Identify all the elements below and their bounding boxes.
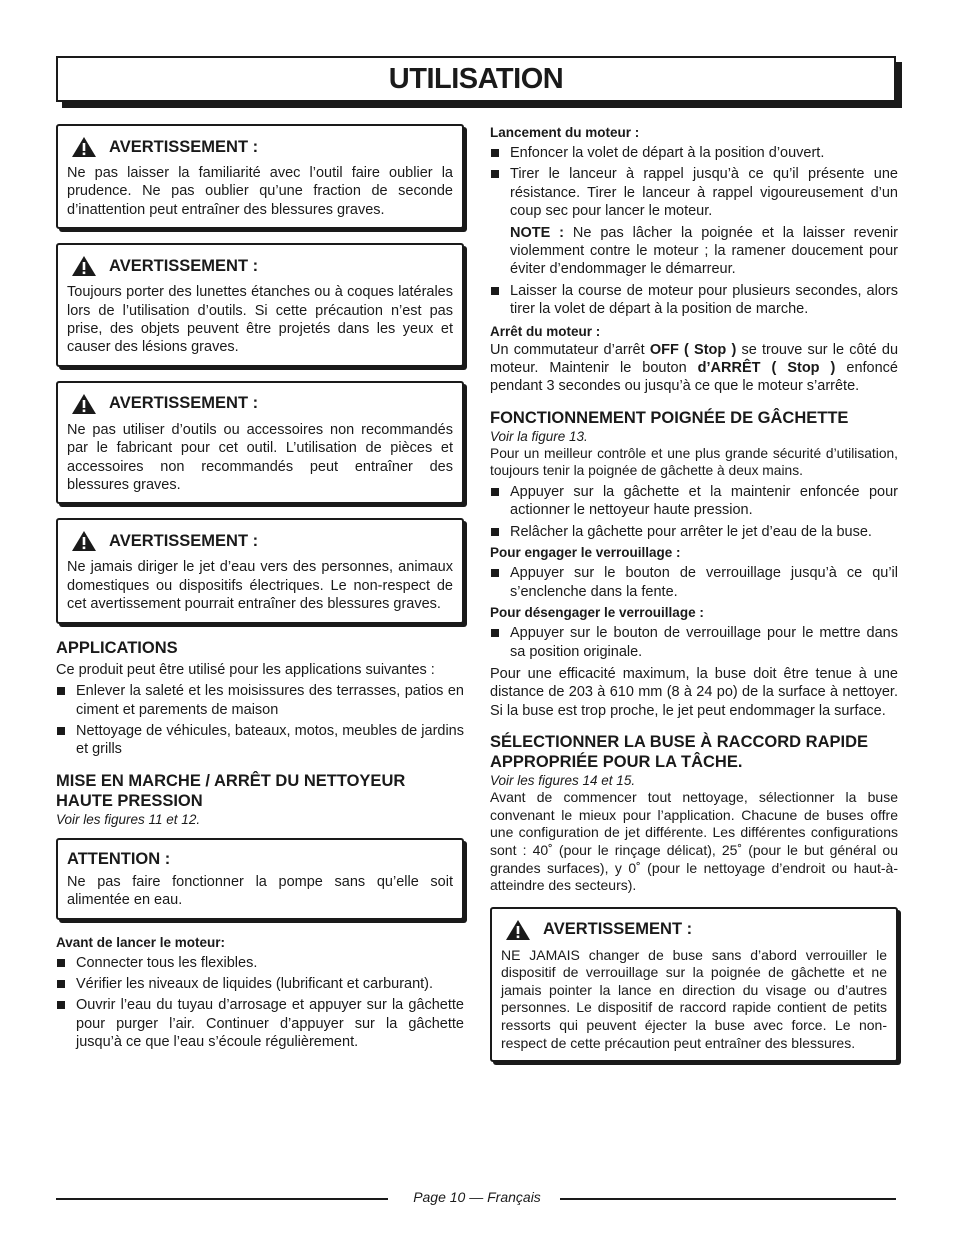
list-item: Enfoncer la volet de départ à la position d’ouvert.	[490, 144, 898, 162]
mise-en-marche-ref: Voir les figures 11 et 12.	[56, 811, 201, 827]
attention-heading: ATTENTION :	[67, 849, 171, 868]
arret-text: Un commutateur d’arrêt OFF ( Stop ) se trouve sur le côté du moteur. Maintenir le bouton d’ARRÊT ( Stop ) enfoncé pendant 3 secondes ou jusqu’à ce que le moteur s’arrête.	[490, 341, 899, 395]
list-item: Ouvrir l’eau du tuyau d’arrosage et appuyer sur la gâchette pour purger l’air. Continuer d’appuyer sur la gâchette jusqu’à ce que l’eau s’écoule régulièrement.	[56, 996, 464, 1051]
right-column	[490, 124, 898, 1076]
warning-text: Toujours porter des lunettes étanches ou à coques latérales lors de l’utilisation d’outils. Si cette précaution n’est pas prise, des objets peuvent être projetés dans les yeux et causer des lésions graves.	[67, 284, 453, 356]
warning-heading: AVERTISSEMENT :	[109, 394, 259, 413]
warning-triangle-icon	[71, 255, 97, 277]
warning-text: Ne pas laisser la familiarité avec l’outil faire oublier la prudence. Ne pas oublier qu’une fraction de seconde d’inattention peut entraîner des blessures graves.	[67, 165, 453, 218]
list-item: Appuyer sur le bouton de verrouillage pour le mettre dans sa position originale.	[490, 624, 898, 661]
page-title-box	[56, 56, 896, 102]
fonctionnement-ref: Voir la figure 13.	[490, 428, 588, 444]
fonctionnement-heading: FONCTIONNEMENT POIGNÉE DE GÂCHETTE	[490, 408, 849, 427]
selection-heading: SÉLECTIONNER LA BUSE À RACCORD RAPIDE APPROPRIÉE POUR LA TÂCHE.	[490, 733, 868, 772]
warning-triangle-icon	[71, 530, 97, 552]
arret-heading: Arrêt du moteur :	[490, 323, 601, 339]
attention-box	[56, 838, 464, 920]
fonctionnement-outro: Pour une efficacité maximum, la buse doit être tenue à une distance de 203 à 610 mm (8 à 24 po) de la surface à nettoyer. Si la buse est trop proche, le jet peut endommager la surface.	[490, 665, 898, 719]
attention-text: Ne pas faire fonctionner la pompe sans qu’elle soit alimentée en eau.	[67, 873, 453, 909]
warning-box	[56, 124, 464, 229]
lancement-heading: Lancement du moteur :	[490, 125, 640, 140]
list-item: Vérifier les niveaux de liquides (lubrificant et carburant).	[56, 975, 464, 993]
avant-heading: Avant de lancer le moteur:	[56, 934, 226, 950]
engager-heading: Pour engager le verrouillage :	[490, 545, 681, 561]
list-item: Laisser la course de moteur pour plusieurs secondes, alors tirer la volet de départ à la position de marche.	[490, 282, 898, 319]
selection-ref: Voir les figures 14 et 15.	[490, 773, 636, 789]
list-item: Appuyer sur la gâchette et la maintenir enfoncée pour actionner le nettoyeur haute pression.	[490, 483, 898, 520]
warning-text: Ne jamais diriger le jet d’eau vers des personnes, animaux domestiques ou dispositifs électriques. Le non-respect de cet avertissement pourrait entraîner des blessures graves.	[67, 559, 453, 613]
selection-text: Avant de commencer tout nettoyage, sélectionner la buse convenant le mieux pour l’application. Chacune de buses offre une configuration de jet différente. Les différentes configurations sont : 40˚ (pour le rinçage délicat), 25˚ (pour le but général ou grandes surfaces), y 0˚ (pour le nettoyage d’endroit ou haut-à-atteindre des secteurs).	[490, 789, 898, 894]
left-column	[56, 124, 464, 1055]
list-item: Tirer le lanceur à rappel jusqu’à ce qu’il présente une résistance. Tirer le lanceur à rappel vigoureusement d’un coup sec pour lancer le moteur.	[490, 165, 898, 220]
avant-list	[56, 954, 464, 1052]
warning-text: Ne pas utiliser d’outils ou accessoires non recommandés par le fabricant pour cet outil. L’utilisation de pièces et accessoires non recommandés peut entraîner des blessures graves.	[67, 421, 453, 494]
list-item: Nettoyage de véhicules, bateaux, motos, meubles de jardins et grills	[56, 722, 464, 759]
note-text: Ne pas lâcher la poignée et la laisser revenir violemment contre le moteur ; la ramener doucement pour éviter d’endommager le démarreur.	[510, 224, 899, 278]
warning-box	[56, 381, 464, 505]
warning-box	[490, 907, 898, 1063]
desengager-heading: Pour désengager le verrouillage :	[490, 605, 704, 621]
warning-heading: AVERTISSEMENT :	[109, 137, 259, 156]
warning-triangle-icon	[71, 393, 97, 415]
list-item: Connecter tous les flexibles.	[56, 954, 464, 972]
list-item: Relâcher la gâchette pour arrêter le jet d’eau de la buse.	[490, 523, 898, 541]
list-item: Appuyer sur le bouton de verrouillage jusqu’à ce qu’il s’enclenche dans la fente.	[490, 564, 898, 601]
note-paragraph	[490, 224, 898, 279]
applications-list	[56, 682, 464, 759]
list-item: Enlever la saleté et les moisissures des terrasses, patios en ciment et parements de maison	[56, 682, 464, 719]
note-label: NOTE :	[510, 224, 565, 241]
warning-box	[56, 518, 464, 623]
applications-intro: Ce produit peut être utilisé pour les applications suivantes :	[56, 661, 435, 678]
fonctionnement-intro: Pour un meilleur contrôle et une plus grande sécurité d’utilisation, toujours tenir la poignée de gâchette à deux mains.	[490, 445, 898, 479]
lancement-list	[490, 144, 898, 221]
fonctionnement-list	[490, 483, 898, 541]
warning-box	[56, 243, 464, 367]
page-footer: Page 10 — Français	[399, 1189, 555, 1205]
warning-triangle-icon	[505, 919, 531, 941]
page-title: UTILISATION	[388, 63, 564, 95]
warning-text: NE JAMAIS changer de buse sans d’abord verrouiller le dispositif de verrouillage sur la poignée de gâchette et ne jamais pointer la lance en direction du visage ou d’autres personnes. Le dispositif de raccord rapide contient de petits ressorts qui peuvent éjecter la buse avec force. Le non-respect de cette précaution peut entraîner des blessures.	[501, 946, 887, 1051]
warning-heading: AVERTISSEMENT :	[543, 920, 693, 939]
warning-triangle-icon	[71, 136, 97, 158]
applications-heading: APPLICATIONS	[56, 638, 178, 657]
warning-heading: AVERTISSEMENT :	[109, 256, 259, 275]
mise-en-marche-heading: MISE EN MARCHE / ARRÊT DU NETTOYEUR HAUTE PRESSION	[56, 771, 406, 810]
warning-heading: AVERTISSEMENT :	[109, 531, 259, 550]
